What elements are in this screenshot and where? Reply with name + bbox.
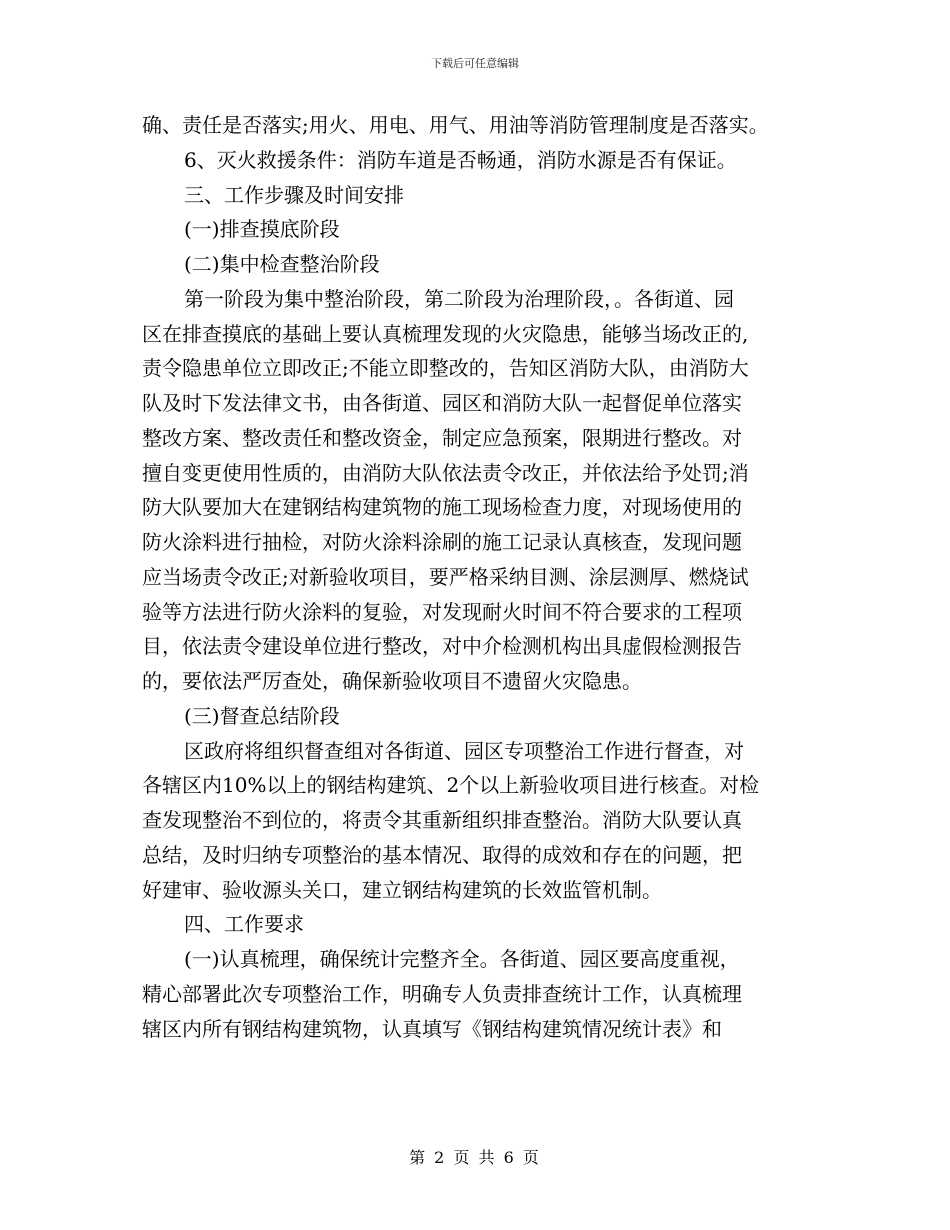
text-line: 第一阶段为集中整治阶段，第二阶段为治理阶段，。各街道、园 <box>184 286 734 311</box>
text-line: 应当场责令改正;对新验收项目，要严格采纳目测、涂层测厚、燃烧试 <box>142 564 749 589</box>
text-line: 整改方案、整改责任和整改资金，制定应急预案，限期进行整改。对 <box>142 425 742 450</box>
section-heading: 四、工作要求 <box>184 912 304 937</box>
text-line: 确、责任是否落实;用火、用电、用气、用油等消防管理制度是否落实。 <box>142 113 769 137</box>
text-line: 各辖区内10%以上的钢结构建筑、2个以上新验收项目进行核查。对检 <box>142 773 760 798</box>
subsection-heading: (一)排查摸底阶段 <box>184 217 340 242</box>
text-line: 总结，及时归纳专项整治的基本情况、取得的成效和存在的问题，把 <box>142 842 742 867</box>
text-line: 精心部署此次专项整治工作，明确专人负责排查统计工作，认真梳理 <box>142 981 742 1006</box>
text-line: 的，要依法严厉查处，确保新验收项目不遗留火灾隐患。 <box>142 669 642 693</box>
text-line: 验等方法进行防火涂料的复验，对发现耐火时间不符合要求的工程项 <box>142 599 742 624</box>
text-line: 防火涂料进行抽检，对防火涂料涂刷的施工记录认真核查，发现问题 <box>142 530 742 554</box>
text-line: 责令隐患单位立即改正;不能立即整改的，告知区消防大队，由消防大 <box>142 356 749 381</box>
text-line: 队及时下发法律文书，由各街道、园区和消防大队一起督促单位落实 <box>142 391 742 415</box>
page-header: 下载后可任意编辑 <box>431 57 519 70</box>
text-line: 辖区内所有钢结构建筑物，认真填写《钢结构建筑情况统计表》和 <box>142 1016 722 1041</box>
text-line: 擅自变更使用性质的，由消防大队依法责令改正，并依法给予处罚;消 <box>142 460 749 485</box>
text-line: 区政府将组织督查组对各街道、园区专项整治工作进行督查，对 <box>184 738 744 763</box>
text-line: 目，依法责令建设单位进行整改，对中介检测机构出具虚假检测报告 <box>142 634 742 659</box>
text-line: 查发现整治不到位的，将责令其重新组织排查整治。消防大队要认真 <box>142 808 742 832</box>
text-line: (一)认真梳理，确保统计完整齐全。各街道、园区要高度重视， <box>184 947 740 971</box>
text-line: 区在排查摸底的基础上要认真梳理发现的火灾隐患，能够当场改正的, <box>142 321 749 346</box>
subsection-heading: (二)集中检查整治阶段 <box>184 252 380 276</box>
text-line: 好建审、验收源头关口，建立钢结构建筑的长效监管机制。 <box>142 877 662 902</box>
text-line: 防大队要加大在建钢结构建筑物的施工现场检查力度，对现场使用的 <box>142 495 742 520</box>
document-body <box>142 108 822 1046</box>
subsection-heading: (三)督查总结阶段 <box>184 703 340 728</box>
page-number-footer: 第 2 页 共 6 页 <box>409 1148 541 1167</box>
text-line: 6、灭火救援条件：消防车道是否畅通，消防水源是否有保证。 <box>184 147 737 172</box>
section-heading: 三、工作步骤及时间安排 <box>184 182 404 207</box>
